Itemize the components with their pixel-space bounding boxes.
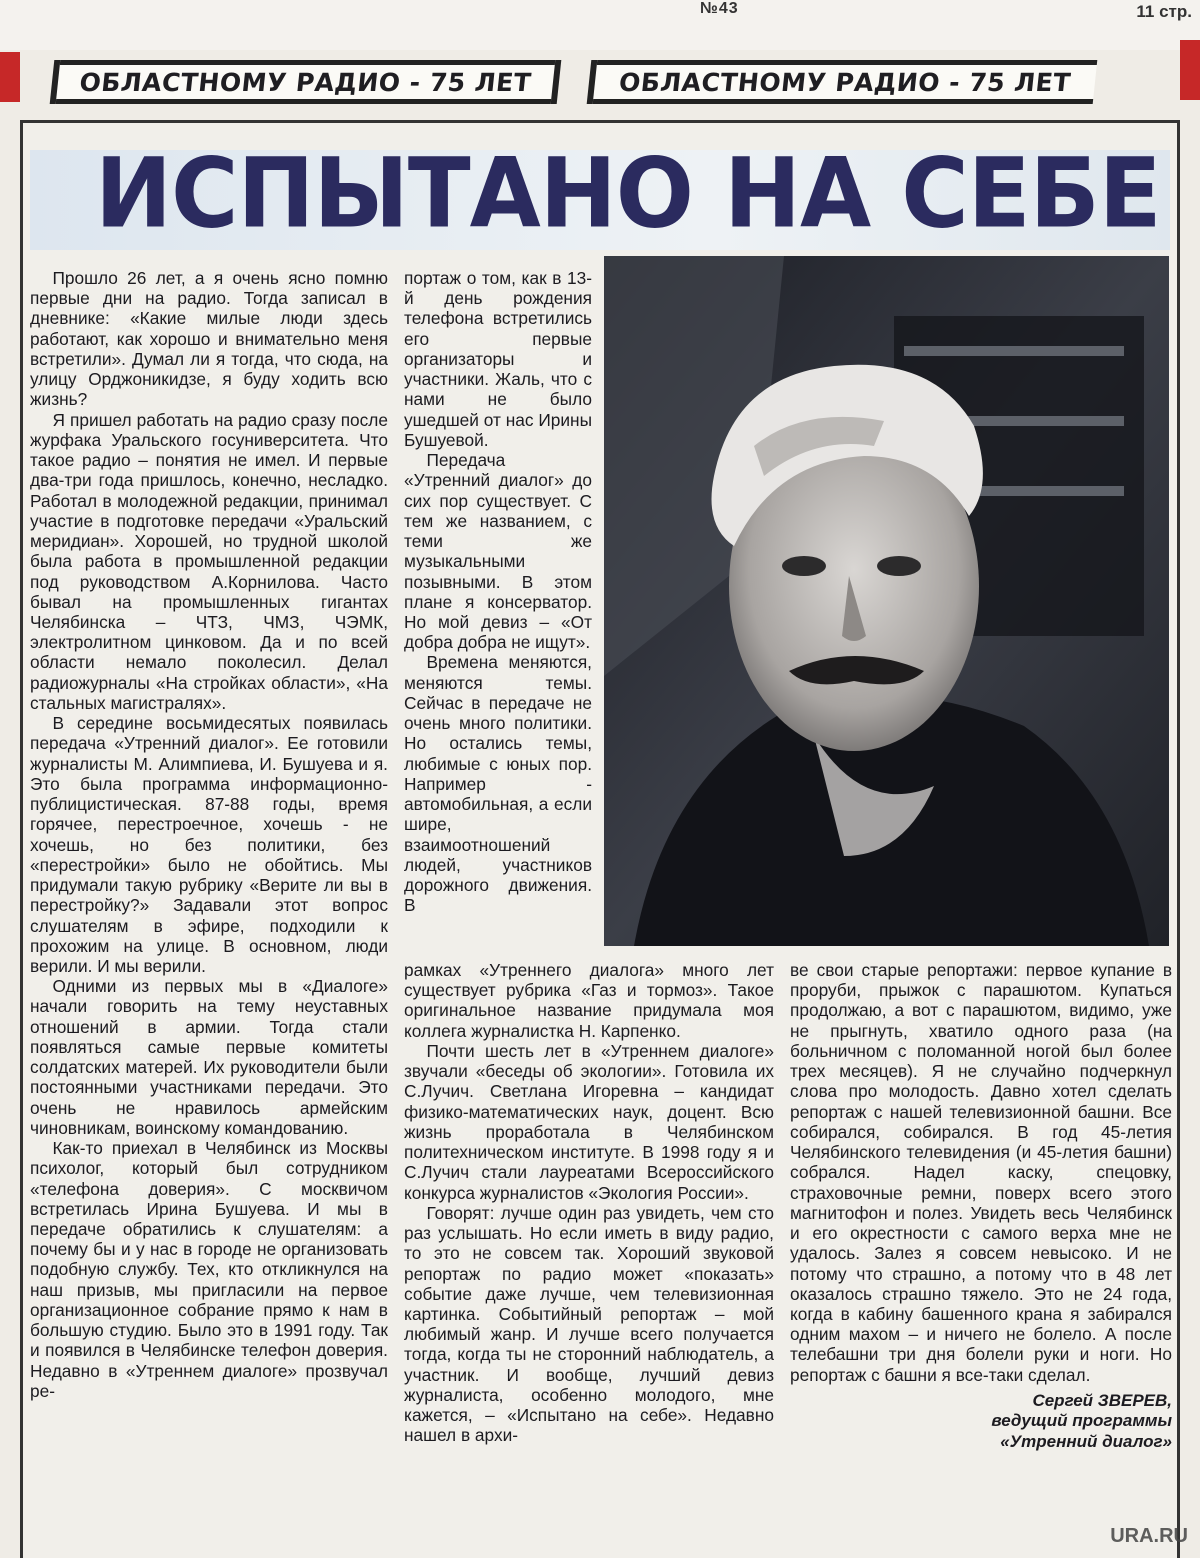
paragraph: Одними из первых мы в «Диалоге» начали говорить на тему неуставных отношений в армии. Тогда стали появляться самые первые комитеты солдатских матерей. Их руководители были постоянными участниками передачи. Это очень не нравилось армейским чиновникам, воинскому командованию. [30, 976, 388, 1138]
section-banner-left [56, 60, 556, 104]
paragraph: Как-то приехал в Челябинск из Москвы психолог, который был сотрудником «телефона доверия». С москвичом встретилась Ирина Бушуева. И мы в передаче обратились к слушателям: а почему бы и у нас в городе не организовать подобную службу. Тех, кто откликнулся на наш призыв, мы пригласили на первое организационное собрание прямо к нам в большую студию. Было это в 1991 году. Так и появился в Челябинске телефон доверия. Недавно в «Утреннем диалоге» прозвучал ре- [30, 1138, 388, 1401]
article-column-1 [30, 268, 388, 1401]
top-strip [0, 0, 1200, 50]
section-banner-right-text: ОБЛАСТНОМУ РАДИО - 75 ЛЕТ [617, 67, 1073, 97]
paragraph: Времена меняются, меняются темы. Сейчас в передаче не очень много политики. Но остались темы, любимые с юных пор. Например - автомобильная, а если шире, взаимоотношений людей, участников дорожного движения. В [404, 652, 592, 916]
article-column-2 [404, 268, 592, 916]
watermark-logo: URA.RU [1110, 1525, 1188, 1547]
paragraph: Говорят: лучше один раз увидеть, чем сто раз услышать. Но если иметь в виду радио, то это не совсем так. Хороший звуковой репортаж по радио может «показать» событие даже лучше, чем телевизионная картинка. Событийный репортаж – мой любимый жанр. И лучше всего получается тогда, когда ты не сторонний наблюдатель, а участник. И вообще, лучший девиз журналиста, особенно молодого, мне кажется, – «Испытано на себе». Недавно нашел в архи- [404, 1202, 774, 1446]
author-photo [604, 256, 1169, 946]
article-column-3 [404, 960, 774, 1446]
paragraph: Я пришел работать на радио сразу после журфака Уральского госуниверситета. Что такое радио – понятия не имел. И первые два-три года пришлось, конечно, несладко. Работал в молодежной редакции, принимал участие в подготовке передачи «Уральский меридиан». Хорошей, но трудной школой была работа в промышленной редакции под руководством А.Корнилова. Часто бывал на промышленных гигантах Челябинска – ЧТЗ, ЧМЗ, ЧЭМК, электролитном цинковом. Да и по всей области немало поколесил. Делал радиожурналы «На стройках области», «На стальных магистралях». [30, 409, 388, 713]
red-edge-mark-left [0, 52, 20, 102]
paragraph: Почти шесть лет в «Утреннем диалоге» звучали «беседы об экологии». Готовила их С.Лучич. Светлана Игоревна – кандидат физико-математических наук, доцент. Всю жизнь проработала в Челябинском политехническом институте. В 1998 году я и С.Лучич стали лауреатами Всероссийского конкурса журналистов «Экология России». [404, 1040, 774, 1203]
paragraph: Прошло 26 лет, а я очень ясно помню первые дни на радио. Тогда записал в дневнике: «Какие милые люди здесь работают, как хорошо и внимательно меня встретили». Думал ли я тогда, что сюда, на улицу Орджоникидзе, я буду ходить всю жизнь? [30, 268, 388, 410]
red-edge-mark-right [1180, 40, 1200, 100]
author-role: ведущий программы [991, 1411, 1172, 1431]
page-number: 11 стр. [1136, 2, 1192, 21]
paragraph: рамках «Утреннего диалога» много лет существует рубрика «Газ и тормоз». Такое оригинальное название придумала моя коллега журналистка Н. Карпенко. [404, 960, 774, 1041]
paragraph: В середине восьмидесятых появилась передача «Утренний диалог». Ее готовили журналисты М. Алимпиева, И. Бушуева и я. Это была программа информационно-публицистическая. 87-88 годы, время горячее, перестроечное, хочешь - не хочешь, но без политики, без «перестройки» было не обойтись. Мы придумали такую рубрику «Верите ли вы в перестройку?» Задавали этот вопрос слушателям в эфире, подходили к прохожим на улице. В основном, люди верили. И мы верили. [30, 713, 388, 976]
section-banner-left-text: ОБЛАСТНОМУ РАДИО - 75 ЛЕТ [78, 67, 533, 97]
author-photo-image [604, 256, 1169, 946]
paragraph: Передача «Утренний диалог» до сих пор существует. С тем же названием, с теми же музыкальными позывными. В этом плане я консерватор. Но мой девиз – «От добра добра не ищут». [404, 450, 592, 653]
author-program: «Утренний диалог» [1000, 1431, 1172, 1451]
article-headline: ИСПЫТАНО НА СЕБЕ [95, 137, 1161, 250]
author-signature [790, 1391, 1172, 1452]
article-column-4 [790, 960, 1172, 1452]
issue-number: №43 [700, 0, 739, 17]
paragraph: ве свои старые репортажи: первое купание в проруби, прыжок с парашютом. Купаться продолжаю, а вот с парашютом, видимо, уже не прыгнуть, хватило одного раза (на больничном с поломанной ногой был более трех месяцев). Я не случайно подчеркнул слова про молодость. Давно хотел сделать репортаж с нашей телевизионной башни. Все собирался, собирался. В год 45-летия Челябинского телевидения (и 45-летия башни) собрался. Надел каску, спецовку, страховочные ремни, поверх всего этого магнитофон и полез. Увидеть весь Челябинск и его окрестности с самого верха мне не удалось. Залез я совсем невысоко. И не потому что страшно, а потому что в 48 лет оказалось страшно тяжело. Это не 24 года, когда в кабину башенного крана я забирался одним махом – и ничего не болело. А после телебашни три дня болели руки и ноги. Но репортаж с башни я все-таки сделал. [790, 960, 1172, 1385]
author-name: Сергей ЗВЕРЕВ, [1032, 1390, 1172, 1410]
section-banner-right [593, 60, 1098, 104]
paragraph: портаж о том, как в 13-й день рождения телефона встретились его первые организаторы и участники. Жаль, что с нами не было ушедшей от нас Ирины Бушуевой. [404, 268, 592, 450]
